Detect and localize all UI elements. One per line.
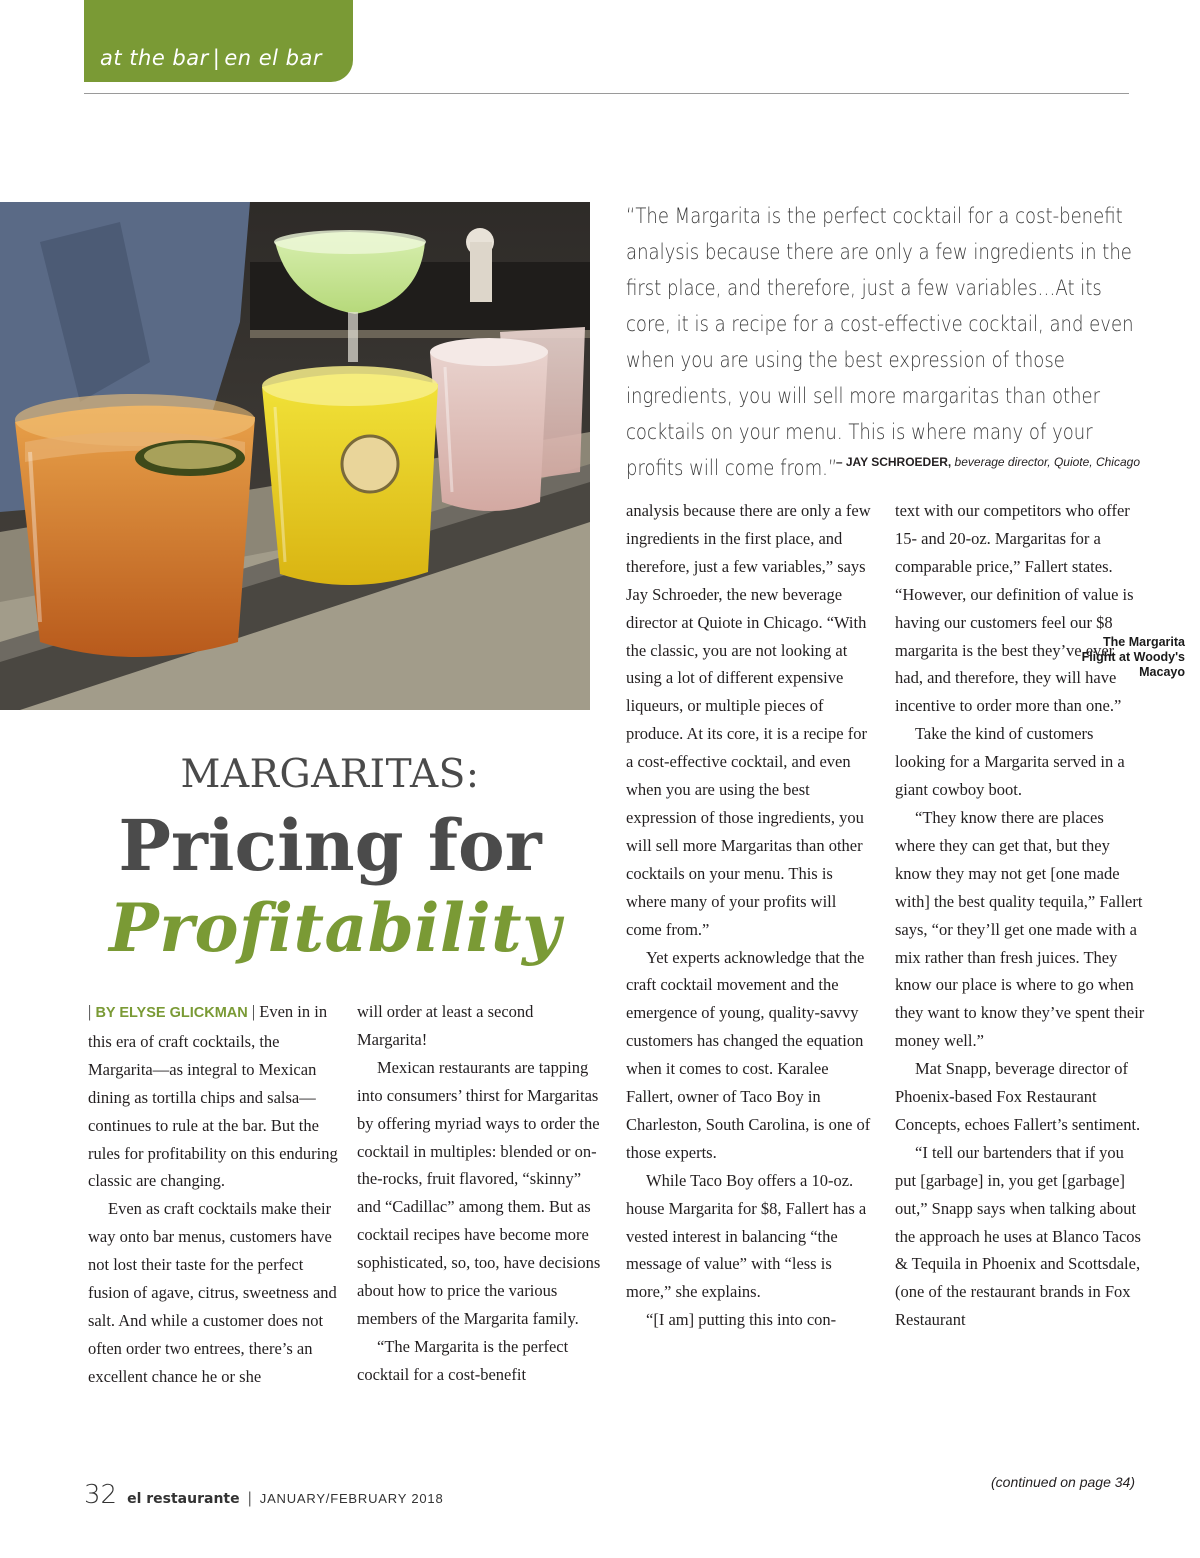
byline-divider: | <box>247 1002 260 1021</box>
photo-caption: The Margarita Flight at Woody's Macayo <box>1081 635 1185 679</box>
byline-divider: | <box>88 1002 96 1021</box>
article-column-3 <box>626 497 876 1334</box>
paragraph: text with our competitors who offer 15- and 20-oz. Margaritas for a comparable price,” Fallert states. “However, our definition of value is having our customers feel our $8 margarita is the best they’ve ever had, and therefore, they will have incentive to order more than one.” <box>895 501 1134 716</box>
byline: BY ELYSE GLICKMAN <box>95 1005 248 1021</box>
headline-kicker: MARGARITAS: <box>180 752 480 797</box>
section-tab <box>84 0 353 82</box>
paragraph: Even as craft cocktails make their way onto bar menus, customers have not lost their taste for the perfect fusion of agave, citrus, sweetness and salt. And while a customer does not often order two entrees, there’s an excellent chance he or she <box>88 1199 337 1386</box>
continued-note: (continued on page 34) <box>991 1474 1135 1490</box>
paragraph <box>88 998 340 1195</box>
pull-quote: “The Margarita is the perfect cocktail for a cost-benefit analysis because there are only a few ingredients in the first place, and therefore, just a few variables…At its core, it is a recipe for a cost-effective cocktail, and even when you are using the best expression of those ingredients, you will sell more margaritas than other cocktails on your menu. This is where many of your profits will come from.” <box>626 204 1134 480</box>
section-label <box>100 46 322 70</box>
section-label-divider: | <box>212 46 221 70</box>
header-rule <box>84 93 1129 94</box>
paragraph: will order at least a second Margarita! <box>357 1002 534 1049</box>
paragraph: Yet experts acknowledge that the craft cocktail movement and the emergence of young, quality-savvy customers has changed the equation when it comes to cost. Karalee Fallert, owner of Taco Boy in Charleston, South Carolina, is one of those experts. <box>626 947 871 1162</box>
paragraph: “They know there are places where they can get that, but they know they may not get [one made with] the best quality tequila,” Fallert says, “or they’ll get one made with a mix rather than fresh juices. They know our place is where to go when they want to know they’ve spent their money well.” <box>895 807 1145 1051</box>
paragraph: “The Margarita is the perfect cocktail for a cost-benefit <box>357 1336 569 1384</box>
pull-quote-attribution <box>836 455 1140 469</box>
page-footer <box>84 1480 443 1510</box>
paragraph: analysis because there are only a few ingredients in the first place, and therefore, just a few variables,” says Jay Schroeder, the new beverage director at Quiote in Chicago. “With the classic, you are not looking at using a lot of different expensive liqueurs, or multiple pieces of produce. At its core, it is a recipe for a cost-effective cocktail, and even when you are using the best expression of those ingredients, you will sell more Margaritas than other cocktails on your menu. This is where many of your profits will come from.” <box>626 501 871 939</box>
paragraph: Take the kind of customers looking for a Margarita served in a giant cowboy boot. <box>895 724 1125 800</box>
headline: Pricing for <box>118 804 542 887</box>
paragraph: “[I am] putting this into con- <box>646 1310 837 1330</box>
attribution-role: beverage director, Quiote, Chicago <box>951 455 1140 469</box>
issue-date: JANUARY/FEBRUARY 2018 <box>259 1491 444 1506</box>
section-label-es: en el bar <box>224 46 322 70</box>
page-number: 32 <box>84 1480 118 1510</box>
article-column-4 <box>895 497 1145 1334</box>
article-column-1 <box>88 998 340 1391</box>
paragraph: Mat Snapp, beverage director of Phoenix-based Fox Restaurant Concepts, echoes Fallert’s sentiment. <box>895 1059 1141 1134</box>
footer-divider: | <box>247 1490 252 1507</box>
article-column-2 <box>357 998 607 1389</box>
paragraph: While Taco Boy offers a 10-oz. house Margarita for $8, Fallert has a vested interest in balancing “the message of value” with “less is more,” she explains. <box>626 1170 867 1302</box>
paragraph-text: Even in in this era of craft cocktails, the Margarita—as integral to Mexican dining as tortilla chips and salsa—continues to rule at the bar. But the rules for profitability on this enduring classic are changing. <box>88 1002 338 1191</box>
paragraph: “I tell our bartenders that if you put [garbage] in, you get [garbage] out,” Snapp says when talking about the approach he uses at Blanco Tacos & Tequila in Phoenix and Scottsdale, (one of the restaurant brands in Fox Restaurant <box>895 1142 1141 1330</box>
magazine-name: el restaurante <box>127 1491 240 1507</box>
margarita-flight-photo <box>0 202 590 710</box>
margarita-photo-illustration <box>0 202 590 710</box>
attribution-name: – JAY SCHROEDER, <box>835 455 952 469</box>
paragraph: Mexican restaurants are tapping into consumers’ thirst for Margaritas by offering myriad ways to order the cocktail in multiples: blended or on-the-rocks, fruit flavored, “skinny” and “Cadillac” among them. But as cocktail recipes have become more sophisticated, so, too, have decisions about how to price the various members of the Margarita family. <box>357 1057 601 1328</box>
section-label-en: at the bar <box>100 46 209 70</box>
headline-accent: Profitability <box>109 889 561 967</box>
